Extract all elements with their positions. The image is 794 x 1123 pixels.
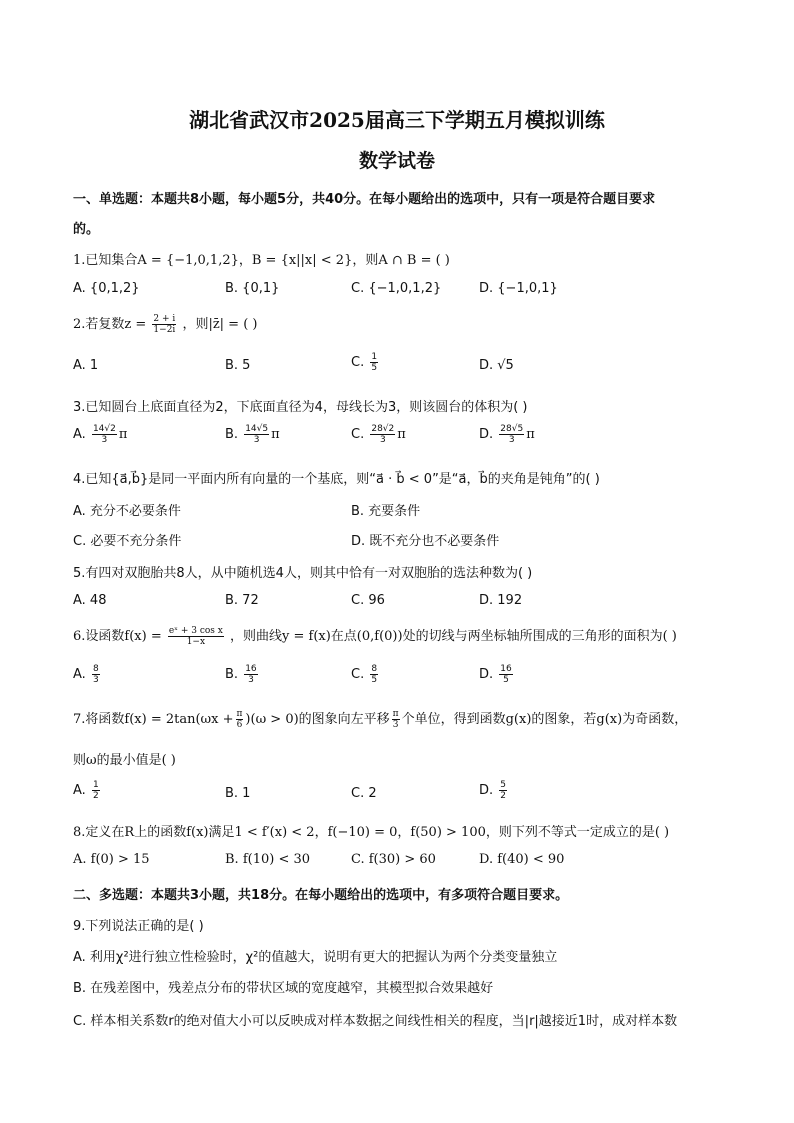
q1-option-d[interactable]: D. {−1,0,1} bbox=[479, 281, 558, 296]
q2-option-c-label: C. bbox=[351, 355, 365, 370]
q3-option-a[interactable] bbox=[73, 424, 127, 445]
q3-b-frac bbox=[244, 424, 269, 445]
q6-c-den: 5 bbox=[371, 675, 378, 685]
q3-a-pi: π bbox=[118, 427, 128, 442]
q3-c-den: 3 bbox=[379, 435, 386, 445]
q6-frac-den: 1−x bbox=[186, 637, 206, 647]
q6-stem-b: ，则曲线y = f(x)在点(0,f(0))处的切线与两坐标轴所围成的三角形的面积为( ) bbox=[230, 629, 677, 644]
q9-option-c[interactable]: C. 样本相关系数r的绝对值大小可以反映成对样本数据之间线性相关的程度，当|r|越接近1时，成对样本数 bbox=[73, 1014, 678, 1029]
q3-b-num: 14√5 bbox=[245, 424, 269, 434]
q7-frac-pi3 bbox=[392, 709, 400, 730]
q6-a-label: A. bbox=[73, 667, 86, 682]
q6-fraction bbox=[168, 626, 224, 647]
q2-stem-b: ，则|z̄| = ( ) bbox=[182, 317, 258, 332]
q2-option-c[interactable] bbox=[351, 352, 380, 373]
q5-option-c[interactable]: C. 96 bbox=[351, 593, 385, 608]
exam-title: 湖北省武汉市2025届高三下学期五月模拟训练 bbox=[189, 108, 605, 132]
q2-frac-num: 2 + i bbox=[153, 314, 176, 324]
q1-option-b[interactable]: B. {0,1} bbox=[225, 281, 280, 296]
q9-option-b[interactable]: B. 在残差图中，残差点分布的带状区域的宽度越窄，其模型拟合效果越好 bbox=[73, 981, 494, 996]
q8-stem: 8.定义在R上的函数f(x)满足1 < f′(x) < 2，f(−10) = 0，f(50) > 100，则下列不等式一定成立的是( ) bbox=[73, 825, 670, 840]
q2-c-num: 1 bbox=[371, 352, 378, 362]
q3-d-den: 3 bbox=[508, 435, 515, 445]
q7-option-b[interactable]: B. 1 bbox=[225, 786, 251, 801]
q5-option-b[interactable]: B. 72 bbox=[225, 593, 259, 608]
q6-b-label: B. bbox=[225, 667, 239, 682]
q3-d-label: D. bbox=[479, 427, 494, 442]
q3-c-frac bbox=[370, 424, 395, 445]
q8-option-b[interactable]: B. f(10) < 30 bbox=[225, 852, 311, 867]
section1-heading: 一、单选题：本题共8小题，每小题5分，共40分。在每小题给出的选项中，只有一项是符合题目要求 bbox=[73, 192, 656, 207]
q5-option-d[interactable]: D. 192 bbox=[479, 593, 523, 608]
q6-frac-num: eˣ + 3 cos x bbox=[168, 626, 223, 636]
q1-stem: 1.已知集合A = {−1,0,1,2}，B = {x||x| < 2}，则A ∩ B = ( ) bbox=[73, 253, 450, 268]
exam-subtitle: 数学试卷 bbox=[358, 150, 435, 172]
q4-option-a[interactable]: A. 充分不必要条件 bbox=[73, 504, 181, 519]
q7-a-den: 2 bbox=[92, 791, 99, 801]
q6-d-frac bbox=[499, 664, 512, 685]
q7-option-c[interactable]: C. 2 bbox=[351, 786, 377, 801]
q7-option-d[interactable] bbox=[479, 780, 509, 801]
q7-f1-num: π bbox=[236, 709, 243, 719]
q3-option-b[interactable] bbox=[225, 424, 280, 445]
q7-a-num: 1 bbox=[92, 780, 99, 790]
q6-option-d[interactable] bbox=[479, 664, 515, 685]
q8-option-a[interactable]: A. f(0) > 15 bbox=[73, 852, 150, 867]
q8-option-d[interactable]: D. f(40) < 90 bbox=[479, 852, 565, 867]
q3-d-num: 28√5 bbox=[500, 424, 524, 434]
q6-b-num: 16 bbox=[245, 664, 257, 674]
q6-option-a[interactable] bbox=[73, 664, 102, 685]
q7-d-num: 5 bbox=[500, 780, 507, 790]
q6-option-b[interactable] bbox=[225, 664, 260, 685]
q4-option-c[interactable]: C. 必要不充分条件 bbox=[73, 534, 182, 549]
q3-c-num: 28√2 bbox=[371, 424, 395, 434]
q6-option-c[interactable] bbox=[351, 664, 380, 685]
q3-option-c[interactable] bbox=[351, 424, 406, 445]
q4-option-d[interactable]: D. 既不充分也不必要条件 bbox=[351, 534, 500, 549]
q9-option-a[interactable]: A. 利用χ²进行独立性检验时，χ²的值越大，说明有更大的把握认为两个分类变量独立 bbox=[73, 950, 558, 965]
q6-a-frac bbox=[92, 664, 100, 685]
q6-a-num: 8 bbox=[92, 664, 99, 674]
q2-fraction bbox=[152, 314, 176, 335]
q7-d-frac bbox=[499, 780, 507, 801]
q7-d-label: D. bbox=[479, 783, 494, 798]
q6-b-den: 3 bbox=[248, 675, 254, 685]
q7-f2-den: 3 bbox=[392, 720, 399, 730]
q7-stem-c: 个单位，得到函数g(x)的图象，若g(x)为奇函数， bbox=[401, 712, 688, 727]
q7-f1-den: 6 bbox=[236, 720, 243, 730]
q6-a-den: 3 bbox=[92, 675, 99, 685]
section2-heading: 二、多选题：本题共3小题，共18分。在每小题给出的选项中，有多项符合题目要求。 bbox=[73, 888, 569, 903]
q6-c-label: C. bbox=[351, 667, 365, 682]
q2-frac-den: 1−2i bbox=[153, 325, 176, 335]
q3-a-label: A. bbox=[73, 427, 86, 442]
q6-c-num: 8 bbox=[371, 664, 378, 674]
q3-option-d[interactable] bbox=[479, 424, 535, 445]
q3-a-den: 3 bbox=[101, 435, 108, 445]
q6-stem bbox=[73, 625, 734, 647]
q7-option-a[interactable] bbox=[73, 780, 102, 801]
q2-stem-a: 2.若复数z = bbox=[73, 317, 147, 332]
q9-stem: 9.下列说法正确的是( ) bbox=[73, 919, 204, 934]
q1-option-a[interactable]: A. {0,1,2} bbox=[73, 281, 140, 296]
q7-d-den: 2 bbox=[500, 791, 507, 801]
q4-option-b[interactable]: B. 充要条件 bbox=[351, 504, 421, 519]
q3-b-pi: π bbox=[271, 427, 280, 442]
q8-option-c[interactable]: C. f(30) > 60 bbox=[351, 852, 436, 867]
q7-stem-b: )(ω > 0)的图象向左平移 bbox=[245, 712, 390, 727]
q7-stem-a: 7.将函数f(x) = 2tan(ωx + bbox=[73, 712, 234, 727]
q2-option-b[interactable]: B. 5 bbox=[225, 358, 251, 373]
q7-stem bbox=[73, 708, 734, 730]
q3-c-pi: π bbox=[397, 427, 406, 442]
q3-d-frac bbox=[499, 424, 524, 445]
q3-a-num: 14√2 bbox=[92, 424, 116, 434]
q6-c-frac bbox=[370, 664, 378, 685]
q2-option-d[interactable]: D. √5 bbox=[479, 358, 514, 373]
q5-option-a[interactable]: A. 48 bbox=[73, 593, 107, 608]
q6-b-frac bbox=[244, 664, 257, 685]
q2-stem bbox=[73, 313, 734, 335]
q1-option-c[interactable]: C. {−1,0,1,2} bbox=[351, 281, 442, 296]
q3-b-den: 3 bbox=[253, 435, 260, 445]
q6-d-num: 16 bbox=[500, 664, 512, 674]
q7-a-label: A. bbox=[73, 783, 86, 798]
q3-stem: 3.已知圆台上底面直径为2，下底面直径为4，母线长为3，则该圆台的体积为( ) bbox=[73, 400, 528, 415]
section1-heading-cont: 的。 bbox=[73, 222, 100, 237]
q7-a-frac bbox=[92, 780, 100, 801]
q3-a-frac bbox=[92, 424, 117, 445]
q6-d-label: D. bbox=[479, 667, 494, 682]
q2-option-c-frac bbox=[370, 352, 378, 373]
q7-frac-pi6 bbox=[236, 709, 244, 730]
q7-stem-line2: 则ω的最小值是( ) bbox=[73, 753, 176, 768]
q3-d-pi: π bbox=[526, 427, 535, 442]
q6-d-den: 5 bbox=[503, 675, 509, 685]
q6-stem-a: 6.设函数f(x) = bbox=[73, 629, 162, 644]
q3-b-label: B. bbox=[225, 427, 239, 442]
q4-stem: 4.已知{a⃗,b⃗}是同一平面内所有向量的一个基底，则“a⃗ · b⃗ < 0”是“a⃗，b⃗的夹角是钝角”的( ) bbox=[73, 472, 600, 487]
q2-option-a[interactable]: A. 1 bbox=[73, 358, 99, 373]
q2-c-den: 5 bbox=[371, 363, 378, 373]
q3-c-label: C. bbox=[351, 427, 365, 442]
q7-f2-num: π bbox=[392, 709, 399, 719]
q5-stem: 5.有四对双胞胎共8人，从中随机选4人，则其中恰有一对双胞胎的选法种数为( ) bbox=[73, 566, 533, 581]
